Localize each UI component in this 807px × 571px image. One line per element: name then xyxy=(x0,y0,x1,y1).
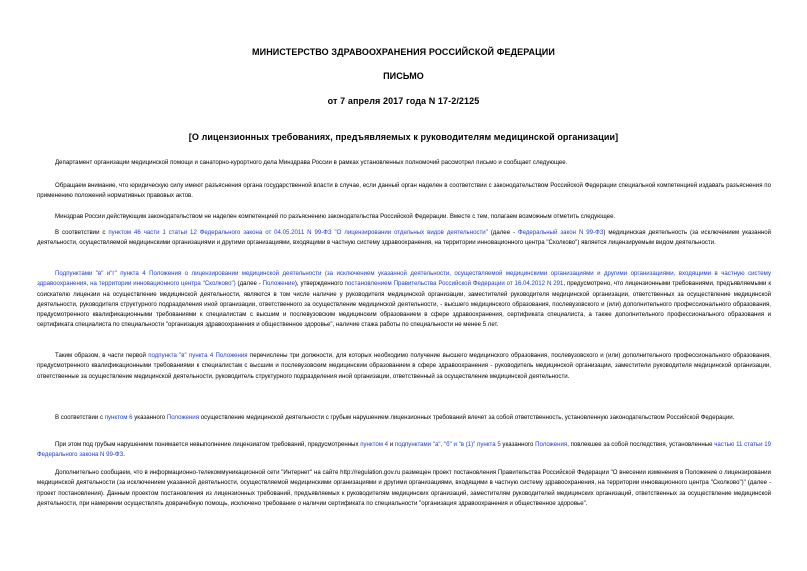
text-run: осуществление медицинской деятельности с грубым нарушением лицензионных требований влечет за собой ответственность, установленную законодательством Российской Федерации. xyxy=(199,414,735,421)
document-type: ПИСЬМО xyxy=(383,71,424,81)
paragraph-9: Дополнительно сообщаем, что в информационно-телекоммуникационной сети "Интернет" на сайте http://regulation.gov.ru размещен проект постановления Правительства Российской Федерации "О внесении изменения в Положение о лицензировании медицинской деятельности (за исключением указанной деятельности, осуществляемой медицинскими организациями и другими организациями, входящими в частную систему здравоохранения, на территории инновационного центра "Сколково")" (далее - проект постановления). Данным проектом постановления из лицензионных требований, предъявляемых к руководителям медицинских организаций, заместителям руководителей медицинских организаций, ответственных за осуществление медицинской деятельности, при намерении осуществлять доврачебную помощь, исключено требование о наличии сертификата по специальности "организация здравоохранения и общественное здоровье". xyxy=(37,469,771,507)
paragraph-3: Минздрав России действующим законодательством не наделен компетенцией по разъяснению законодательства Российской Федерации. Вместе с тем, полагаем возможным отметить следующее. xyxy=(55,213,616,220)
text-run: ), утвержденного xyxy=(294,280,345,288)
paragraph-2: Обращаем внимание, что юридическую силу имеют разъяснения органа государственной власти в случае, если данный орган наделен в соответствии с законодательством Российской Федерации специальной компетенцией издавать разъяснения по применению положений нормативных правовых актов. xyxy=(37,182,771,200)
text-run: и xyxy=(388,441,395,448)
law-link[interactable]: частью 11 статьи 19 Федерального закона N 99-ФЗ xyxy=(37,441,771,459)
regulation-link[interactable]: пунктом 6 xyxy=(104,414,133,421)
regulation-link[interactable]: Положения xyxy=(535,441,568,448)
law-link[interactable]: пунктом 46 части 1 статьи 12 Федерального закона от 04.05.2011 N 99-ФЗ "О лицензировании отдельных видов деятельности" xyxy=(108,229,488,236)
regulation-link[interactable]: Подпунктами "в" и"г" пункта 4 Положения о лицензировании медицинской деятельности (за исключением указанной деятельности, осуществляемой медицинскими организациями и другими организациями, входящими в частную систему здравоохранения, на территории инновационного центра "Сколково") xyxy=(37,270,771,288)
paragraph-6 xyxy=(37,351,771,382)
text-run: Таким образом, в части первой xyxy=(55,352,149,359)
ministry-heading: МИНИСТЕРСТВО ЗДРАВООХРАНЕНИЯ РОССИЙСКОЙ ФЕДЕРАЦИИ xyxy=(252,47,555,57)
paragraph-7 xyxy=(37,413,771,423)
document-subject: [О лицензионных требованиях, предъявляемых к руководителям медицинской организации] xyxy=(188,132,619,142)
law-link[interactable]: Федеральный закон N 99-ФЗ xyxy=(517,229,604,236)
paragraph-8 xyxy=(37,440,771,461)
text-run: (далее - xyxy=(235,280,263,288)
paragraph-4 xyxy=(37,228,771,249)
text-run: (далее - xyxy=(487,229,518,236)
text-run: , предусмотрено, что лицензионными требованиями, предъявляемыми к соискателю лицензии на осуществление медицинской деятельности, являются в том числе наличие у руководителя медицинской организации, заместителей руководителя медицинской организации, ответственных за осуществление медицинской деятельности, руководителя структурного подразделения иной организации, ответственного за осуществление медицинской деятельности, - высшего медицинского образования, послевузовского и (или) дополнительного профессионального образования, предусмотренного квалификационными требованиями к специалистам с высшим и послевузовским медицинским образованием в сфере здравоохранения, сертификата специалиста, а также дополнительного профессионального образования и сертификата специалиста по специальности "организация здравоохранения и общественное здоровье", наличие стажа работы по специальности не менее 5 лет. xyxy=(37,280,771,329)
resolution-link[interactable]: постановлением Правительства Российской Федерации от 16.04.2012 N 291 xyxy=(344,280,564,288)
text-run: , повлекшее за собой последствия, установленные xyxy=(567,441,715,448)
regulation-link[interactable]: подпунктами "а", "б" и "в (1)" пункта 5 xyxy=(394,441,501,448)
text-run: ) медицинская деятельность (за исключением указанной деятельности, осуществляемой медицинскими организациями и другими организациями, входящими в частную систему здравоохранения, на территории инновационного центра "Сколково") является лицензируемым видом деятельности. xyxy=(37,229,772,247)
text-run: . xyxy=(123,451,125,459)
document-date-number: от 7 апреля 2017 года N 17-2/2125 xyxy=(327,96,480,106)
text-run: В соответствии с xyxy=(55,229,109,236)
text-run: В соответствии с xyxy=(55,414,105,421)
regulation-link[interactable]: пунктом 4 xyxy=(360,441,389,448)
text-run: указанного xyxy=(500,441,536,448)
text-run: перечислены три должности, для которых необходимо получение высшего медицинского образования, послевузовского и (или) дополнительного профессионального образования, предусмотренного квалификационными требованиями к специалистам с высшим и послевузовским медицинским образованием в сфере здравоохранения - руководитель медицинской организации, заместители руководителя медицинской организации, ответственные за осуществление медицинской деятельности, руководитель структурного подразделения иной организации, ответственный за осуществление медицинской деятельности. xyxy=(37,352,771,380)
regulation-link[interactable]: подпункта "в" пункта 4 Положения xyxy=(148,352,248,359)
text-run: При этом под грубым нарушением понимается невыполнение лицензиатом требований, предусмотренных xyxy=(55,441,361,448)
paragraph-5 xyxy=(37,269,771,331)
text-run: указанного xyxy=(132,414,167,421)
paragraph-1: Департамент организации медицинской помощи и санаторно-курортного дела Минздрава России в рамках установленных полномочий рассмотрел письмо и сообщает следующее. xyxy=(55,159,568,166)
regulation-link[interactable]: Положения xyxy=(166,414,200,421)
regulation-link[interactable]: Положение xyxy=(262,280,295,288)
